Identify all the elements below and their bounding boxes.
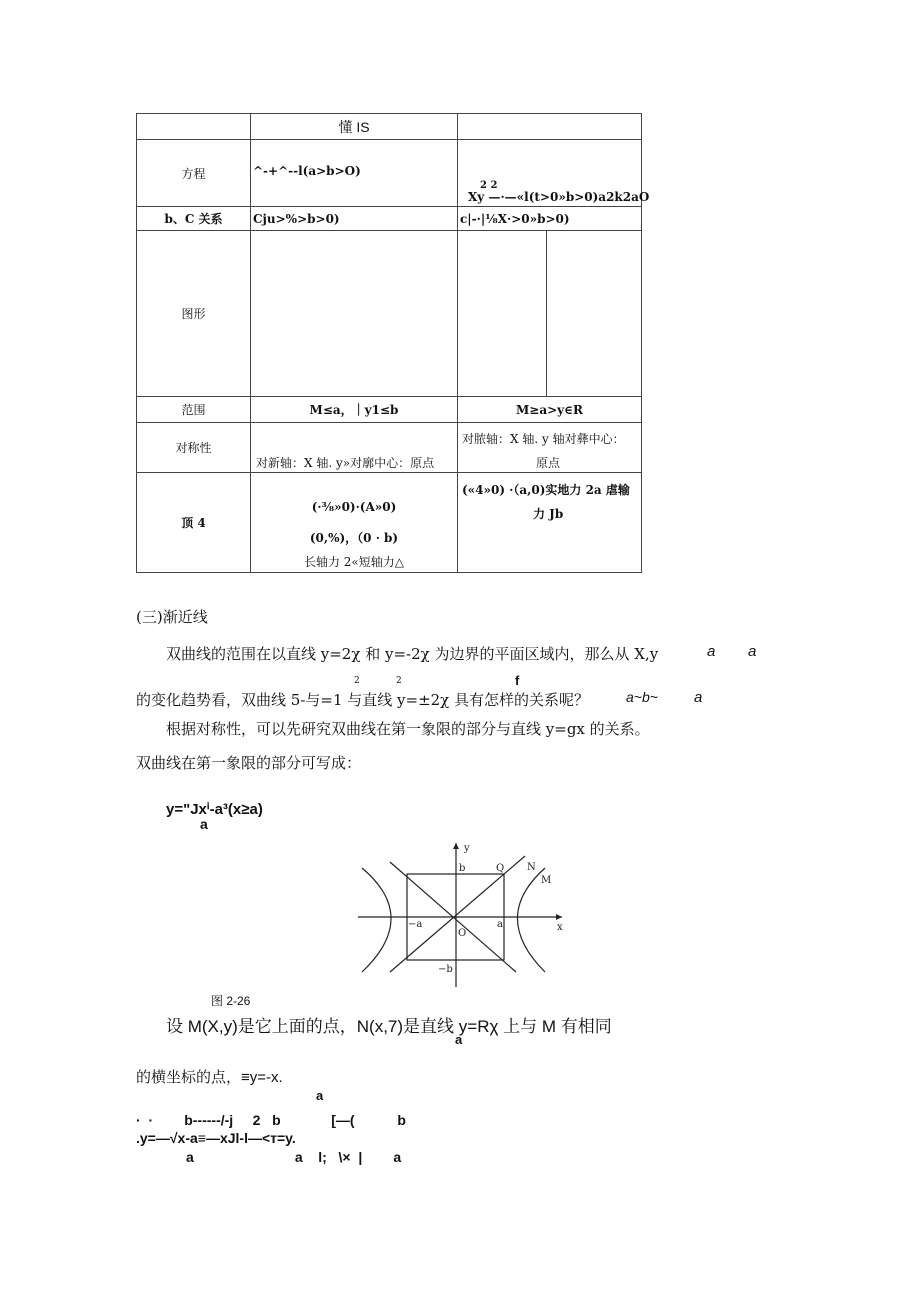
formula-1-denominator: a [200,816,208,832]
paragraph-3: 根据对称性，可以先研究双曲线在第一象限的部分与直线 y=gx 的关系。 [166,720,650,738]
ellipse-range: M≤a，｜y1≤b [309,403,399,417]
hyperbola-range: M≥a>y∈R [516,402,583,417]
ellipse-vertex-2: (0,%)，（0 · b) [309,530,399,545]
paragraph-2-tail: a~b~ [626,689,658,705]
paragraph-2: 的变化趋势看，双曲线 5-与=1 与直线 y=±2χ 具有怎样的关系呢？ [136,691,590,709]
paragraph-5-denominator: a [455,1032,463,1047]
label-b: b [459,863,466,874]
label-x: x [557,922,563,933]
ellipse-vertex-1: (·³⁄₈»0)·(A»0) [311,500,397,514]
paragraph-4: 双曲线在第一象限的部分可写成： [136,754,362,772]
label-Q: Q [496,863,505,874]
hyperbola-symmetry: 对脓轴：X 轴. y 轴对彝中心： [462,432,625,446]
hyperbola-vertex: («4»0) ·（a,0)实地力 2a 虐输 [462,483,630,497]
paragraph-2-a: a [694,689,703,706]
superscript: 2 [396,676,402,686]
row-label-symmetry: 对称性 [175,441,212,455]
ellipse-axes: 长轴力 2«短轴力△ [303,554,405,569]
paragraph-6-denominator: a [316,1088,324,1103]
hyperbola-figure [350,835,580,990]
label-y: y [464,843,470,854]
figure-caption: 图 2-26 [211,994,251,1008]
superscript: 2 [354,676,360,686]
row-label-graph: 图形 [181,307,206,321]
label-N: N [527,862,536,873]
paragraph-1: 双曲线的范围在以直线 y=2χ 和 y=-2χ 为边界的平面区域内，那么从 X,y [166,645,659,663]
hyperbola-equation-sup: 2 2 [480,180,498,191]
equation-main-line: .y=—√x-a≡—xJl-l—<т=y. [136,1130,296,1146]
hyperbola-vertex-2: 力 Jb [533,507,564,521]
equation-top-line: · · b------/-j 2 b [—( b [136,1112,406,1128]
label-a: a [497,919,503,930]
equation-bottom-line: a a l; \× | a [186,1149,402,1165]
table-header-ellipse: 懂 IS [338,118,370,135]
paragraph-1-a: a [707,643,716,660]
section-title: (三)渐近线 [136,608,208,626]
formula-1: y="Jxⁱ-a³(x≥a) [166,801,263,818]
paragraph-6: 的横坐标的点，≡y=-x. [136,1069,283,1086]
row-label-vertex: 顶 4 [181,516,206,530]
row-label-range: 范围 [181,403,206,417]
hyperbola-equation: Xy —·—«l(t>0»b>0)a2k2aO [468,190,650,204]
ellipse-bc: Cju>%>b>0) [253,212,340,226]
superscript: f [515,673,520,688]
ellipse-equation: ^-+^--l(a>b>O) [253,164,361,178]
hyperbola-symmetry-2: 原点 [536,456,561,470]
ellipse-symmetry: 对新轴：X 轴. y»对廓中心：原点 [256,456,435,470]
hyperbola-bc: c|-·|¹⁄₈X·>0»b>0) [460,212,570,226]
label-neg-a: −a [408,919,423,930]
label-M: M [541,875,552,886]
label-O: O [458,928,467,939]
label-neg-b: −b [438,964,453,975]
row-label-equation: 方程 [181,166,206,181]
paragraph-5: 设 M(X,y)是它上面的点，N(x,7)是直线 y=Rχ 上与 M 有相同 [166,1017,612,1036]
hyperbola-left-branch [362,868,391,972]
paragraph-1-a2: a [748,643,757,660]
row-label-bc: b、C 关系 [164,212,223,226]
